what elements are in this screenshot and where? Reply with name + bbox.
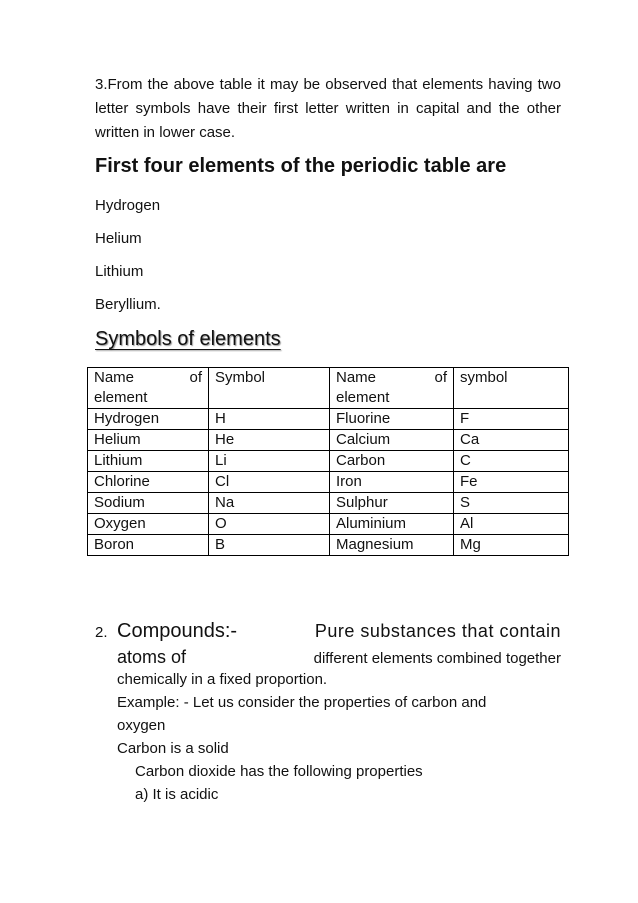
header-name-of-element-1 (88, 368, 209, 409)
table-cell: Ca (454, 430, 569, 451)
table-cell: S (454, 493, 569, 514)
table-cell: Fe (454, 472, 569, 493)
element-item-helium: Helium (95, 230, 142, 247)
compounds-definition-start: Pure substances that contain (314, 621, 561, 641)
compounds-title-line (95, 620, 561, 643)
table-cell: Sodium (88, 493, 209, 514)
table-cell: Cl (209, 472, 330, 493)
table-row (88, 409, 569, 430)
compounds-definition-line2 (95, 647, 561, 668)
element-item-lithium: Lithium (95, 263, 144, 280)
symbols-heading: Symbols of elements (95, 328, 281, 350)
table-row (88, 451, 569, 472)
table-cell: Chlorine (88, 472, 209, 493)
header-word: Name (94, 369, 135, 386)
table-cell: Helium (88, 430, 209, 451)
element-item-hydrogen: Hydrogen (95, 197, 161, 214)
example-line (95, 691, 561, 714)
compounds-definition-line3: chemically in a fixed proportion. (117, 671, 328, 688)
table-row (88, 514, 569, 535)
table-cell: C (454, 451, 569, 472)
header-word: of (434, 369, 447, 386)
table-cell: Mg (454, 535, 569, 556)
table-cell: Na (209, 493, 330, 514)
symbols-table (87, 367, 569, 556)
table-row (88, 535, 569, 556)
table-cell: He (209, 430, 330, 451)
co2-properties-line: Carbon dioxide has the following properties (135, 763, 423, 780)
table-cell: Sulphur (330, 493, 454, 514)
table-cell: Oxygen (88, 514, 209, 535)
table-cell: Hydrogen (88, 409, 209, 430)
table-cell: F (454, 409, 569, 430)
table-cell: Iron (330, 472, 454, 493)
first-four-heading: First four elements of the periodic table are (95, 155, 507, 177)
compounds-section (95, 620, 561, 806)
table-row (88, 493, 569, 514)
table-cell: Li (209, 451, 330, 472)
header-word: element (336, 389, 390, 406)
table-cell: H (209, 409, 330, 430)
section-number: 2. (95, 624, 108, 641)
definition-fragment: atoms of (117, 647, 187, 667)
example-line-2: oxygen (117, 717, 166, 734)
table-cell: Carbon (330, 451, 454, 472)
table-cell: Fluorine (330, 409, 454, 430)
header-word: element (94, 389, 148, 406)
header-word: of (189, 369, 202, 386)
example-text: Example: - Let us consider the properties of carbon and (117, 694, 487, 711)
header-word: Name (336, 369, 377, 386)
table-cell: Boron (88, 535, 209, 556)
table-header-row (88, 368, 569, 409)
property-a: a) It is acidic (135, 786, 219, 803)
compounds-title: Compounds:- (117, 620, 238, 642)
table-cell: B (209, 535, 330, 556)
header-symbol-1: Symbol (209, 368, 330, 409)
table-cell: Magnesium (330, 535, 454, 556)
table-cell: Lithium (88, 451, 209, 472)
table-cell: Aluminium (330, 514, 454, 535)
table-cell: Calcium (330, 430, 454, 451)
header-name-of-element-2 (330, 368, 454, 409)
table-cell: O (209, 514, 330, 535)
intro-paragraph: 3.From the above table it may be observed that elements having two letter symbols have their first letter written in capital and the other written in lower case. (95, 76, 561, 141)
table-row (88, 430, 569, 451)
table-row (88, 472, 569, 493)
carbon-solid-line: Carbon is a solid (117, 740, 229, 757)
table-cell: Al (454, 514, 569, 535)
element-item-beryllium: Beryllium. (95, 296, 161, 313)
header-symbol-2: symbol (454, 368, 569, 409)
definition-fragment: different elements combined together (313, 650, 561, 667)
